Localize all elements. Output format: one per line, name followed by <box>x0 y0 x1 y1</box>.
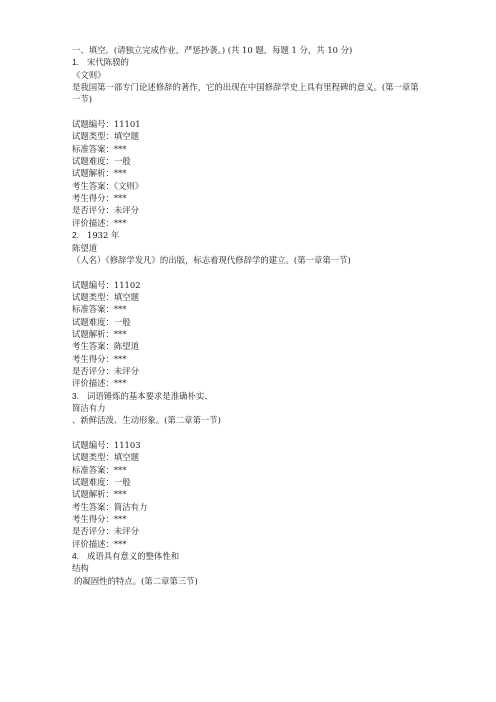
meta-graded: 是否评分：未评分 <box>72 205 139 216</box>
document-content <box>72 44 424 587</box>
question-stem-before: 词语锤炼的基本要求是准确朴实、 <box>87 390 213 401</box>
question-stem <box>72 56 424 68</box>
meta-analysis: 试题解析：*** <box>72 328 127 339</box>
meta-score: 考生得分：*** <box>72 353 127 364</box>
meta-analysis: 试题解析：*** <box>72 168 127 179</box>
meta-type: 试题类型：填空题 <box>72 291 139 302</box>
spacer <box>72 106 424 118</box>
question-stem <box>72 390 424 402</box>
meta-score: 考生得分：*** <box>72 514 127 525</box>
question-stem-before: 成语具有意义的整体性和 <box>87 551 180 562</box>
question-number: 2. <box>72 230 79 241</box>
meta-id: 试题编号：11101 <box>72 119 141 130</box>
answer-line: 《文则》 <box>72 69 106 80</box>
answer-line: 结构 <box>72 563 89 574</box>
question-stem-after: （人名）《修辞学发凡》的出版，标志着现代修辞学的建立。(第一章第一节) <box>72 254 351 265</box>
answer-line: 简洁有力 <box>72 402 106 413</box>
meta-difficulty: 试题难度：一般 <box>72 316 131 327</box>
meta-analysis: 试题解析：*** <box>72 489 127 500</box>
meta-graded: 是否评分：未评分 <box>72 365 139 376</box>
question-stem <box>72 550 424 562</box>
meta-difficulty: 试题难度：一般 <box>72 477 131 488</box>
meta-type: 试题类型：填空题 <box>72 131 139 142</box>
meta-student-answer: 考生答案：《文则》 <box>72 180 144 191</box>
question-block <box>72 56 424 229</box>
question-number: 1. <box>72 57 79 68</box>
question-number: 3. <box>72 390 79 401</box>
meta-standard-answer: 标准答案：*** <box>72 304 127 315</box>
meta-student-answer: 考生答案：陈望道 <box>72 341 139 352</box>
spacer <box>72 266 424 278</box>
question-stem-after: 的凝固性的特点。(第二章第三节) <box>74 575 198 586</box>
question-stem-after: 是我国第一部专门论述修辞的著作，它的出现在中国修辞学史上具有里程碑的意义。(第一章第一节) <box>72 82 419 105</box>
meta-id: 试题编号：11102 <box>72 279 141 290</box>
meta-standard-answer: 标准答案：*** <box>72 143 127 154</box>
question-stem-after: 、新鲜活泼、生动形象。(第二章第一节) <box>72 415 221 426</box>
meta-type: 试题类型：填空题 <box>72 452 139 463</box>
question-stem-before: 1932 年 <box>87 230 120 241</box>
question-number: 4. <box>72 551 79 562</box>
question-block <box>72 229 424 389</box>
meta-graded: 是否评分：未评分 <box>72 526 139 537</box>
meta-difficulty: 试题难度：一般 <box>72 156 131 167</box>
meta-comment: 评价描述：*** <box>72 378 127 389</box>
question-stem <box>72 229 424 241</box>
question-stem-before: 宋代陈骙的 <box>87 57 129 68</box>
meta-id: 试题编号：11103 <box>72 440 141 450</box>
meta-standard-answer: 标准答案：*** <box>72 464 127 475</box>
meta-student-answer: 考生答案：简洁有力 <box>72 501 148 512</box>
spacer <box>72 427 424 439</box>
meta-comment: 评价描述：*** <box>72 538 127 549</box>
meta-comment: 评价描述：*** <box>72 217 127 228</box>
question-block <box>72 390 424 550</box>
meta-score: 考生得分：*** <box>72 193 127 204</box>
question-block <box>72 550 424 587</box>
answer-line: 陈望道 <box>72 242 98 253</box>
section-header: 一、填空。(请独立完成作业，严惩抄袭。) (共 10 题，每题 1 分，共 10 分) <box>72 45 353 55</box>
